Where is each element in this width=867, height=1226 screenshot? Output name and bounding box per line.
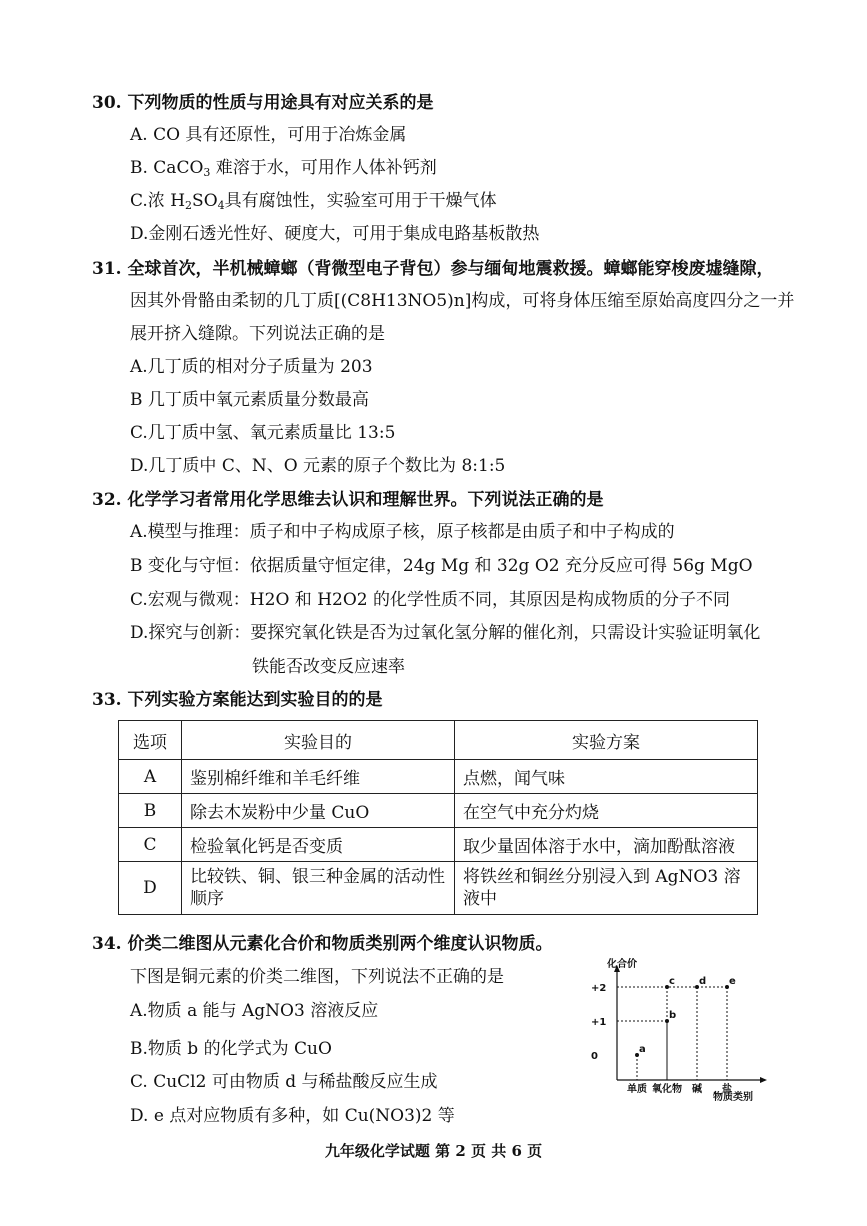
table-cell-option: B <box>119 794 182 828</box>
table-cell-purpose: 鉴别棉纤维和羊毛纤维 <box>182 760 455 794</box>
point-label: d <box>699 976 707 987</box>
x-tick-label: 单质 <box>627 1084 647 1095</box>
q31-stem-line2: 因其外骨骼由柔韧的几丁质[(C8H13NO5)n]构成，可将身体压缩至原始高度四分之一并 <box>130 291 795 311</box>
q32-stem: 32. 化学学习者常用化学思维去认识和理解世界。下列说法正确的是 <box>92 490 604 510</box>
q33-stem: 33. 下列实验方案能达到实验目的的是 <box>92 690 383 710</box>
table-cell-purpose: 除去木炭粉中少量 CuO <box>182 794 455 828</box>
table-cell-option: A <box>119 760 182 794</box>
q32-option-b: B 变化与守恒：依据质量守恒定律，24g Mg 和 32g O2 充分反应可得 56g MgO <box>130 556 753 576</box>
q34-option-a: A.物质 a 能与 AgNO3 溶液反应 <box>130 1001 379 1021</box>
q31-option-a: A.几丁质的相对分子质量为 203 <box>130 357 373 377</box>
table-row <box>119 862 758 915</box>
x-tick-label: 碱 <box>692 1084 702 1095</box>
q31-option-c: C.几丁质中氢、氧元素质量比 13:5 <box>130 423 396 443</box>
y-tick-label: 0 <box>591 1051 598 1062</box>
chart-axes <box>614 965 767 1083</box>
table-cell-purpose: 比较铁、铜、银三种金属的活动性顺序 <box>182 862 455 915</box>
table-cell-plan: 在空气中充分灼烧 <box>455 794 758 828</box>
point-label: e <box>729 976 736 987</box>
table-cell-plan: 点燃，闻气味 <box>455 760 758 794</box>
table-cell-plan: 取少量固体溶于水中，滴加酚酞溶液 <box>455 828 758 862</box>
q34-option-d: D. e 点对应物质有多种，如 Cu(NO3)2 等 <box>130 1106 455 1126</box>
y-tick-label: +1 <box>591 1017 607 1028</box>
q32-option-d-line1: D.探究与创新：要探究氧化铁是否为过氧化氢分解的催化剂，只需设计实验证明氧化 <box>130 623 761 643</box>
table-cell-option: D <box>119 862 182 915</box>
table-row <box>119 760 758 794</box>
table-row <box>119 794 758 828</box>
table-cell-purpose: 检验氧化钙是否变质 <box>182 828 455 862</box>
table-header-purpose: 实验目的 <box>182 721 455 760</box>
page-footer: 九年级化学试题 第 2 页 共 6 页 <box>324 1142 543 1160</box>
q34-option-b: B.物质 b 的化学式为 CuO <box>130 1039 332 1059</box>
q30-stem: 30. 下列物质的性质与用途具有对应关系的是 <box>92 93 434 113</box>
x-tick-label: 盐 <box>722 1084 732 1095</box>
table-header-plan: 实验方案 <box>455 721 758 760</box>
point-label: c <box>669 976 675 987</box>
q31-stem-line1: 31. 全球首次，半机械蟑螂（背微型电子背包）参与缅甸地震救援。蟑螂能穿梭废墟缝隙， <box>92 259 774 279</box>
experiment-table <box>118 720 758 915</box>
table-cell-plan: 将铁丝和铜丝分别浸入到 AgNO3 溶液中 <box>455 862 758 915</box>
q34-stem: 34. 价类二维图从元素化合价和物质类别两个维度认识物质。 <box>92 934 553 954</box>
q30-option-a: A. CO 具有还原性，可用于冶炼金属 <box>130 125 407 145</box>
q34-option-c: C. CuCl2 可由物质 d 与稀盐酸反应生成 <box>130 1072 438 1092</box>
table-header-option: 选项 <box>119 721 182 760</box>
q30-option-b: B. CaCO$_3$ 难溶于水，可用作人体补钙剂 <box>130 158 437 179</box>
q31-option-b: B 几丁质中氧元素质量分数最高 <box>130 390 369 410</box>
q31-option-d: D.几丁质中 C、N、O 元素的原子个数比为 8:1:5 <box>130 456 506 476</box>
y-axis-label: 化合价 <box>607 959 637 970</box>
x-tick-label: 氧化物 <box>652 1084 682 1095</box>
valence-category-chart <box>585 955 775 1105</box>
q32-option-c: C.宏观与微观：H2O 和 H2O2 的化学性质不同，其原因是构成物质的分子不同 <box>130 590 730 610</box>
q32-option-d-line2: 铁能否改变反应速率 <box>252 657 405 677</box>
x-axis-label: 物质类别 <box>713 1092 753 1103</box>
q32-option-a: A.模型与推理：质子和中子构成原子核，原子核都是由质子和中子构成的 <box>130 522 675 542</box>
q34-stem-line2: 下图是铜元素的价类二维图，下列说法不正确的是 <box>130 967 504 987</box>
table-cell-option: C <box>119 828 182 862</box>
point-label: a <box>639 1044 646 1055</box>
point-label: b <box>669 1010 677 1021</box>
q30-option-d: D.金刚石透光性好、硬度大，可用于集成电路基板散热 <box>130 224 540 244</box>
table-row <box>119 828 758 862</box>
q31-stem-line3: 展开挤入缝隙。下列说法正确的是 <box>130 324 385 344</box>
q30-option-c: C.浓 $H_2SO_4$具有腐蚀性，实验室可用于干燥气体 <box>130 191 497 212</box>
y-tick-label: +2 <box>591 983 607 994</box>
